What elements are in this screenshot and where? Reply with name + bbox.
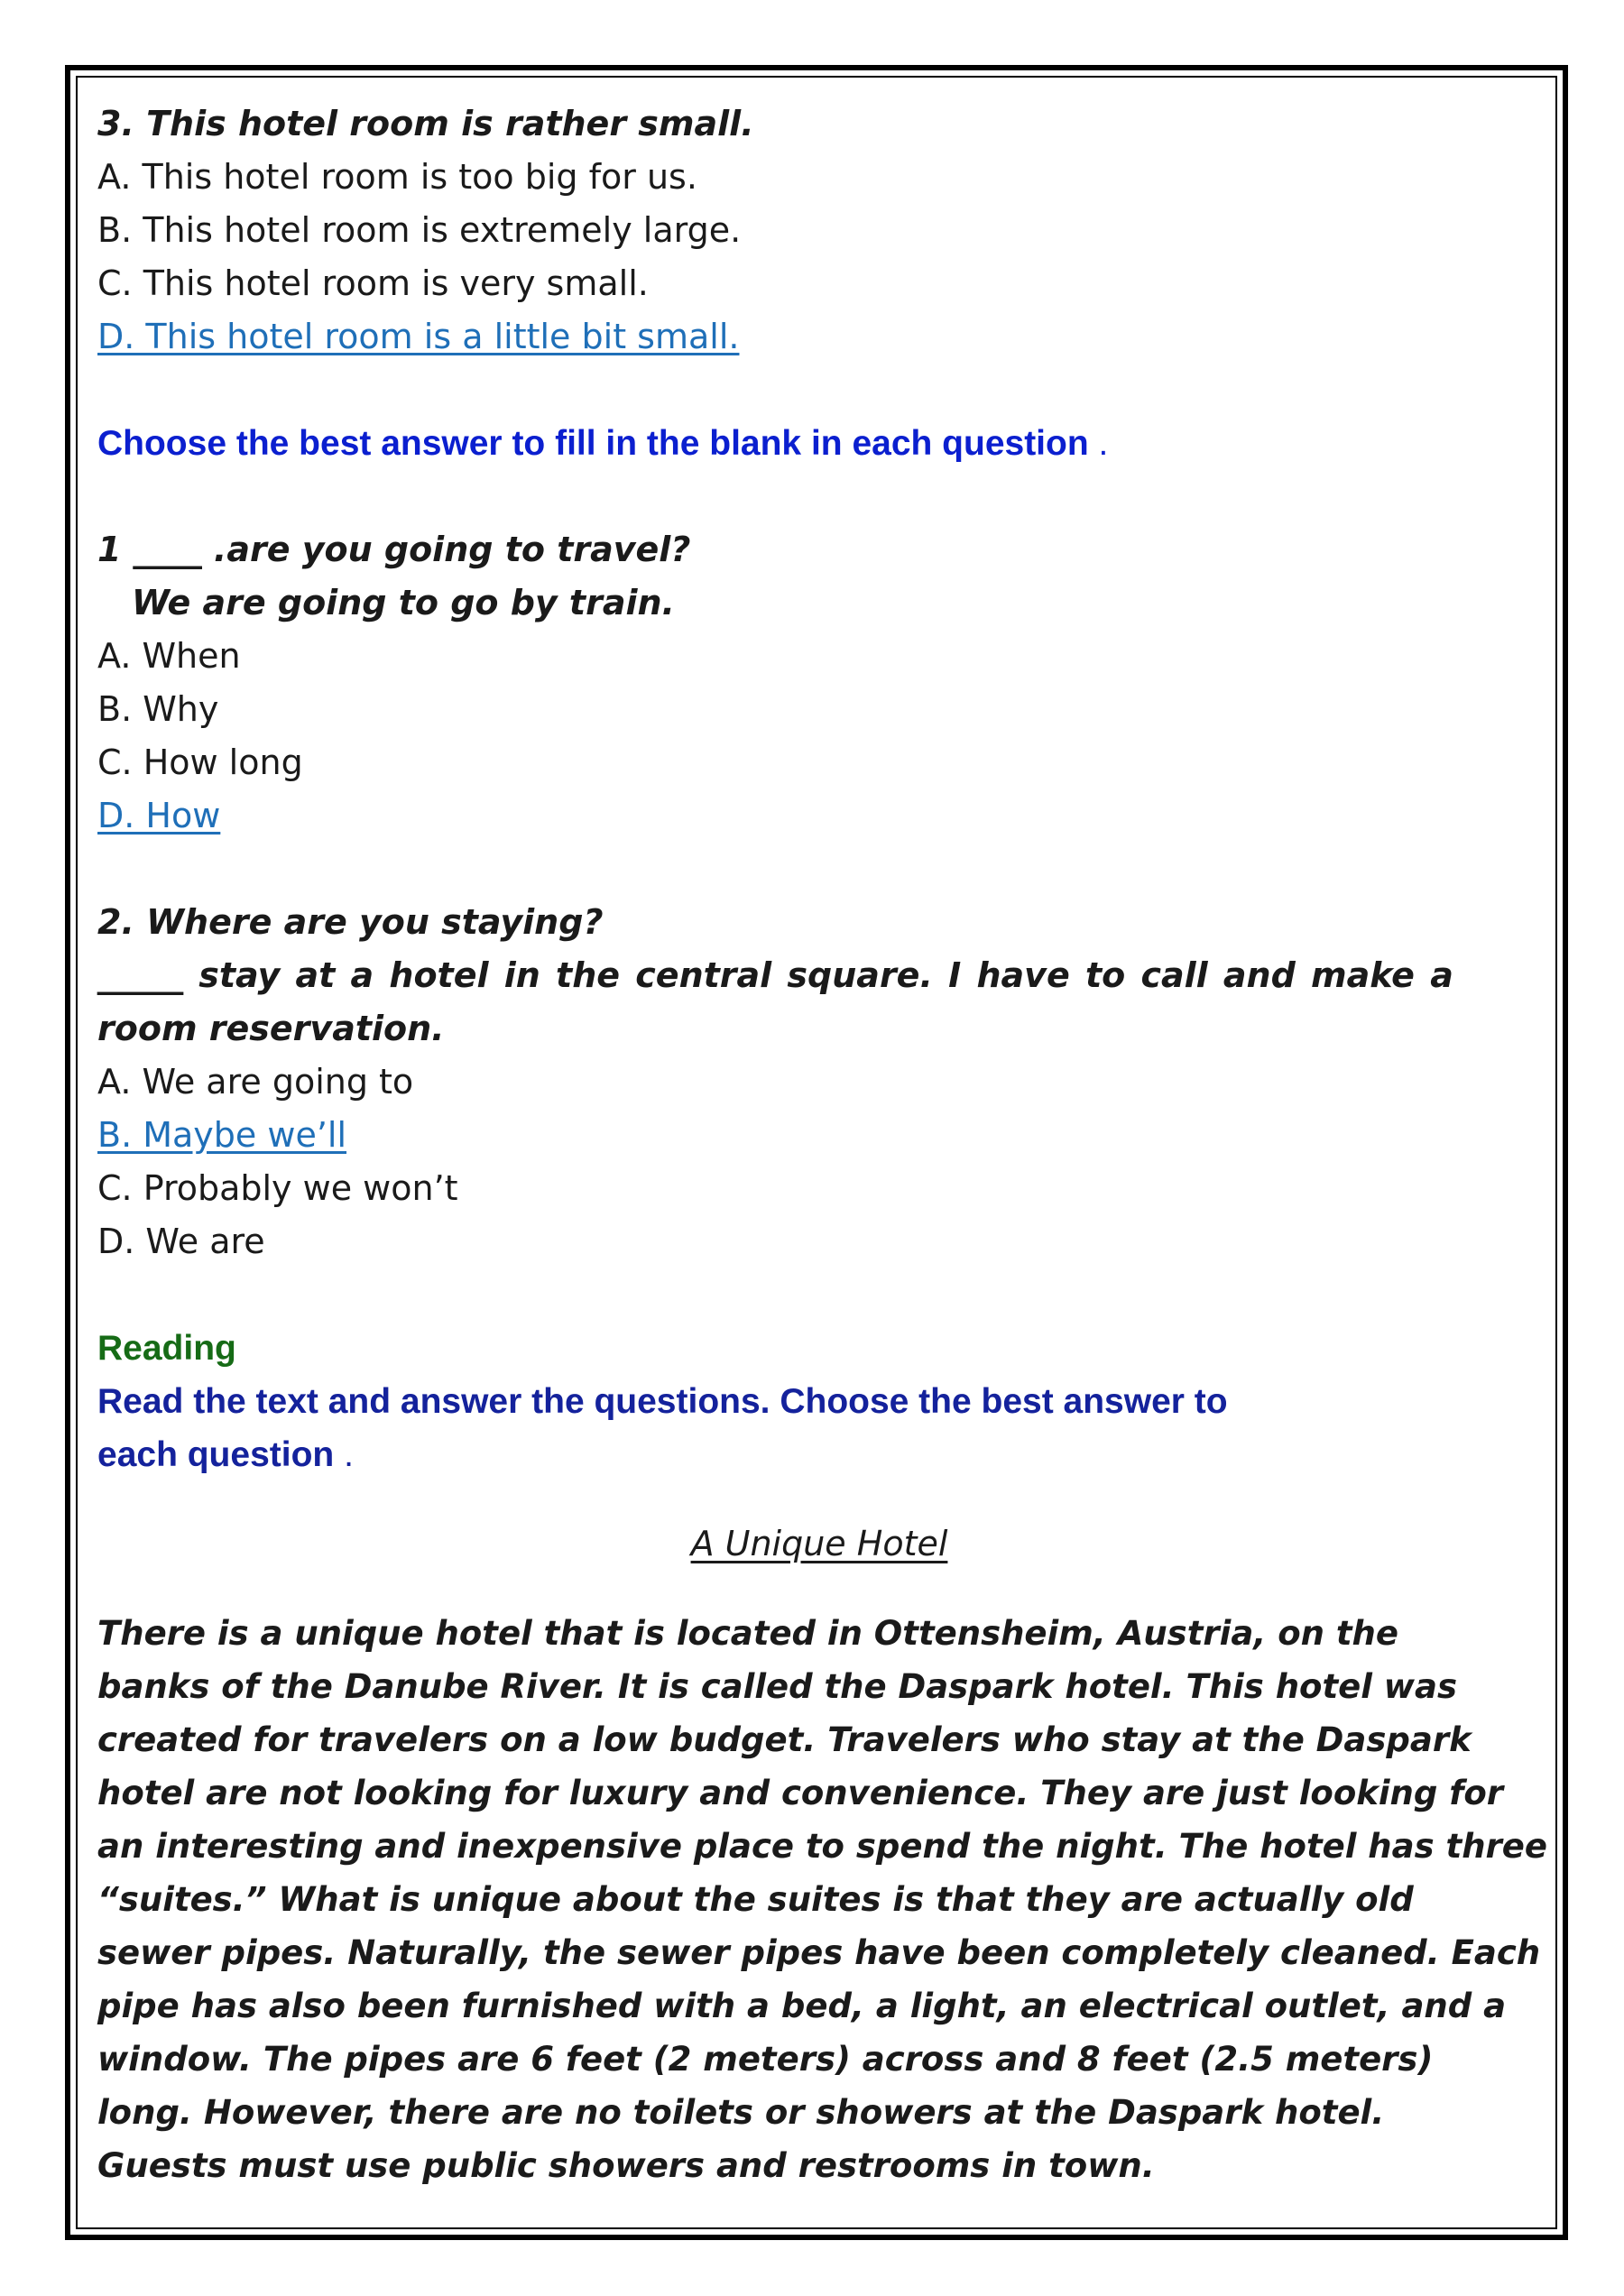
fill-blank-q1-stem: 1 ____ .are you going to travel?: [97, 530, 691, 569]
passage-line: hotel are not looking for luxury and convenience. They are just looking for: [97, 1774, 1504, 1812]
fill-blank-instruction: [97, 417, 1541, 470]
passage-title: A Unique Hotel: [690, 1524, 948, 1563]
reading-section: [97, 1322, 1547, 2192]
question-3: [97, 97, 1541, 364]
fill-blank-q2-option-b-answer[interactable]: B. Maybe we’ll: [97, 1115, 347, 1155]
fill-blank-q2-sentence-line1: _____ stay at a hotel in the central square. I have to call and make a: [97, 955, 1453, 995]
fill-blank-q1-option-c: C. How long: [97, 742, 303, 782]
fill-blank-question-1: [97, 523, 1541, 843]
question-3-option-c: C. This hotel room is very small.: [97, 263, 649, 303]
passage-line: sewer pipes. Naturally, the sewer pipes have been completely cleaned. Each: [97, 1933, 1541, 1972]
reading-instruction-line2: [97, 1428, 1541, 1481]
question-3-option-a: A. This hotel room is too big for us.: [97, 157, 697, 197]
reading-instruction-line1: Read the text and answer the questions. Choose the best answer to: [97, 1382, 1228, 1421]
fill-blank-q2-stem: 2. Where are you staying?: [97, 902, 604, 942]
reading-heading: Reading: [97, 1329, 236, 1368]
reading-instruction-line2-text: each question: [97, 1435, 335, 1474]
spacer: [97, 843, 1541, 896]
fill-blank-instruction-period: .: [1098, 424, 1109, 463]
passage-line: “suites.” What is unique about the suites is that they are actually old: [97, 1880, 1414, 1919]
fill-blank-q1-option-a: A. When: [97, 636, 241, 676]
reading-instruction-period: .: [344, 1435, 354, 1474]
fill-blank-q2-option-a: A. We are going to: [97, 1062, 414, 1102]
spacer: [97, 470, 1541, 523]
passage-line: Guests must use public showers and restrooms in town.: [97, 2146, 1155, 2185]
spacer: [97, 1571, 1541, 1607]
reading-passage: [97, 1607, 1547, 2192]
passage-line: window. The pipes are 6 feet (2 meters) across and 8 feet (2.5 meters): [97, 2040, 1434, 2079]
spacer: [97, 1268, 1541, 1322]
question-3-stem: 3. This hotel room is rather small.: [97, 104, 754, 143]
fill-blank-q1-response: We are going to go by train.: [132, 583, 675, 622]
fill-blank-q2-option-c: C. Probably we won’t: [97, 1168, 458, 1208]
passage-line: banks of the Danube River. It is called the Daspark hotel. This hotel was: [97, 1667, 1457, 1706]
passage-line: pipe has also been furnished with a bed, a light, an electrical outlet, and a: [97, 1987, 1507, 2025]
question-3-option-d-answer[interactable]: D. This hotel room is a little bit small.: [97, 317, 740, 356]
passage-line: an interesting and inexpensive place to spend the night. The hotel has three: [97, 1827, 1547, 1866]
spacer: [97, 364, 1541, 417]
passage-line: There is a unique hotel that is located in Ottensheim, Austria, on the: [97, 1614, 1398, 1653]
fill-blank-question-2: [97, 896, 1541, 1268]
fill-blank-instruction-text: Choose the best answer to fill in the blank in each question: [97, 424, 1089, 463]
spacer: [97, 1481, 1541, 1517]
passage-line: created for travelers on a low budget. Travelers who stay at the Daspark: [97, 1720, 1472, 1759]
worksheet-content: [97, 97, 1547, 2192]
fill-blank-q2-option-d: D. We are: [97, 1222, 265, 1261]
fill-blank-q1-option-b: B. Why: [97, 689, 219, 729]
fill-blank-q2-sentence-line2: room reservation.: [97, 1009, 445, 1048]
question-3-option-b: B. This hotel room is extremely large.: [97, 210, 742, 250]
passage-line: long. However, there are no toilets or showers at the Daspark hotel.: [97, 2093, 1385, 2132]
fill-blank-q1-option-d-answer[interactable]: D. How: [97, 796, 221, 835]
